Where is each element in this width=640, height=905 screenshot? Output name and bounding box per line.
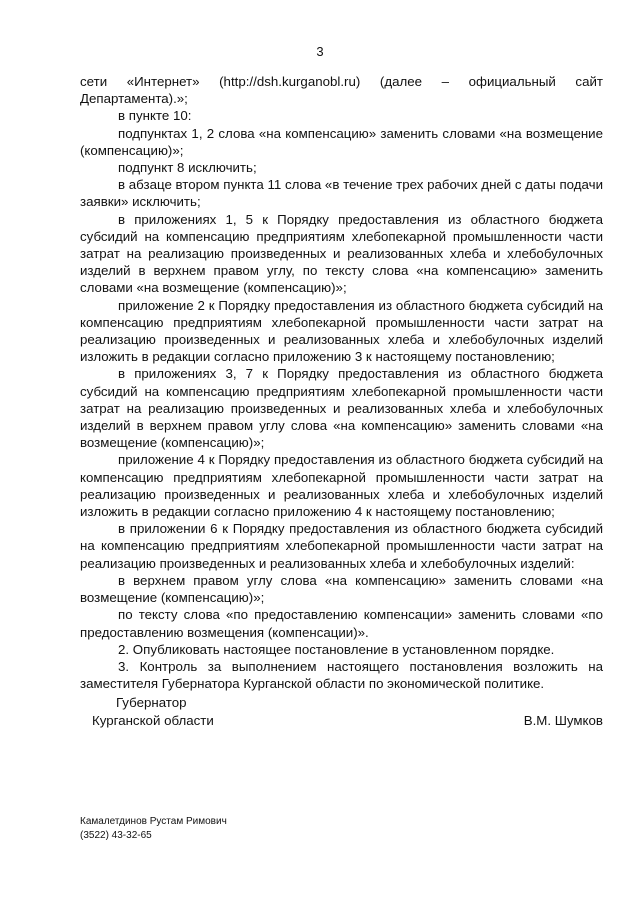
signatory-title — [80, 694, 280, 730]
paragraph: в приложениях 1, 5 к Порядку предоставления из областного бюджета субсидий на компенсацию предприятиям хлебопекарной промышленности части затрат на реализацию произведенных и реализованных хлеба и хлебобулочных изделий в верхнем правом углу, по тексту слова «на компенсацию» заменить словами «на возмещение (компенсацию)»; — [80, 211, 603, 296]
paragraph: 2. Опубликовать настоящее постановление в установленном порядке. — [118, 641, 555, 657]
paragraph: приложение 2 к Порядку предоставления из областного бюджета субсидий на компенсацию предприятиям хлебопекарной промышленности части затрат на реализацию произведенных и реализованных хлеба и хлебобулочных изделий изложить в редакции согласно приложению 3 к настоящему постановлению; — [80, 297, 603, 365]
paragraph: в приложениях 3, 7 к Порядку предоставления из областного бюджета субсидий на компенсацию предприятиям хлебопекарной промышленности части затрат на реализацию произведенных и реализованных хлеба и хлебобулочных изделий в верхнем правом углу слова «на компенсацию» заменить словами «на возмещение (компенсацию)»; — [80, 366, 603, 451]
paragraph: подпунктах 1, 2 слова «на компенсацию» заменить словами «на возмещение (компенсацию)»; — [80, 125, 603, 158]
paragraph: в приложении 6 к Порядку предоставления из областного бюджета субсидий на компенсацию предприятиям хлебопекарной промышленности части затрат на реализацию произведенных и реализованных хлеба и хлебобулочных изделий: — [80, 521, 603, 571]
paragraph: в пункте 10: — [118, 108, 192, 124]
executor-name: Камалетдинов Рустам Римович — [80, 816, 227, 827]
paragraph: в абзаце втором пункта 11 слова «в течение трех рабочих дней с даты подачи заявки» исключить; — [80, 177, 603, 210]
executor-footer — [80, 815, 227, 843]
paragraph: приложение 4 к Порядку предоставления из областного бюджета субсидий на компенсацию предприятиям хлебопекарной промышленности части затрат на реализацию произведенных и реализованных хлеба и хлебобулочных изделий изложить в редакции согласно приложению 4 к настоящему постановлению; — [80, 452, 603, 520]
signatory-position: Губернатор — [116, 695, 187, 710]
document-body — [80, 73, 603, 692]
paragraph: сети «Интернет» (http://dsh.kurganobl.ru) (далее – официальный сайт Департамента).»; — [80, 74, 603, 107]
paragraph: по тексту слова «по предоставлению компенсации» заменить словами «по предоставлению возмещения (компенсации)». — [80, 607, 603, 640]
signatory-name: В.М. Шумков — [523, 713, 603, 728]
paragraph: в верхнем правом углу слова «на компенсацию» заменить словами «на возмещение (компенсацию)»; — [80, 572, 603, 606]
paragraph: 3. Контроль за выполнением настоящего постановления возложить на заместителя Губернатора Курганской области по экономической политике. — [80, 658, 603, 692]
executor-phone: (3522) 43-32-65 — [80, 830, 152, 841]
paragraph: подпункт 8 исключить; — [118, 160, 257, 176]
signatory-region: Курганской области — [92, 713, 214, 728]
page-number: 3 — [316, 44, 324, 59]
